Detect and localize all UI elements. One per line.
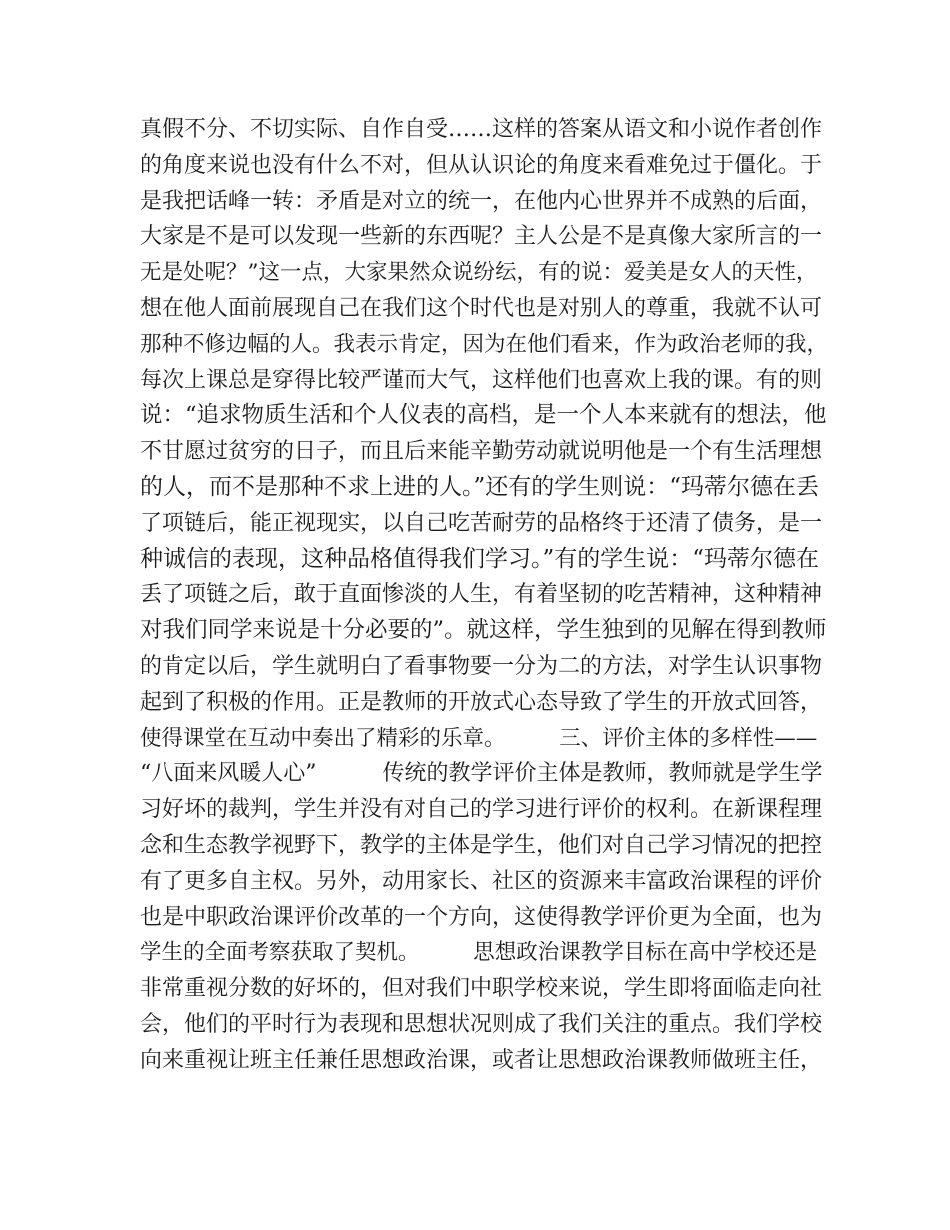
text-line: 的人，而不是那种不求上进的人。”还有的学生则说：“玛蒂尔德在丢 <box>140 473 820 500</box>
text-line: 那种不修边幅的人。我表示肯定，因为在他们看来，作为政治老师的我， <box>140 331 829 357</box>
text-line: “八面来风暖人心” 传统的教学评价主体是教师，教师就是学生学 <box>140 761 823 787</box>
text-line: 丢了项链之后，敢于直面惨淡的人生，有着坚韧的吃苦精神，这种精神 <box>140 582 823 608</box>
text-line: 了项链后，能正视现实，以自己吃苦耐劳的品格终于还清了债务，是一 <box>140 510 823 536</box>
text-line: 习好坏的裁判，学生并没有对自己的学习进行评价的权利。在新课程理 <box>140 797 823 823</box>
text-line: 念和生态教学视野下，教学的主体是学生，他们对自己学习情况的把控 <box>140 832 823 858</box>
text-line: 有了更多自主权。另外，动用家长、社区的资源来丰富政治课程的评价 <box>140 868 823 894</box>
text-line: 学生的全面考察获取了契机。 思想政治课教学目标在高中学校还是 <box>140 940 818 966</box>
text-line: 的角度来说也没有什么不对，但从认识论的角度来看难免过于僵化。于 <box>140 152 823 178</box>
text-line: 对我们同学来说是十分必要的”。就这样，学生独到的见解在得到教师 <box>140 617 827 644</box>
text-line: 说：“追求物质生活和个人仪表的高档，是一个人本来就有的想法，他 <box>140 402 827 429</box>
text-line: 真假不分、不切实际、自作自受……这样的答案从语文和小说作者创作 <box>140 117 823 142</box>
text-line: 的肯定以后，学生就明白了看事物要一分为二的方法，对学生认识事物 <box>140 653 823 679</box>
text-line: 种诚信的表现，这种品格值得我们学习。”有的学生说：“玛蒂尔德在 <box>140 545 820 572</box>
text-line: 无是处呢？”这一点，大家果然众说纷纭，有的说：爱美是女人的天性， <box>140 260 818 286</box>
body-text <box>140 112 830 1079</box>
text-line: 使得课堂在互动中奏出了精彩的乐章。 三、评价主体的多样性—— <box>140 725 818 751</box>
text-line: 向来重视让班主任兼任思想政治课，或者让思想政治课教师做班主任， <box>140 1047 823 1073</box>
text-line: 大家是不是可以发现一些新的东西呢？主人公是不是真像大家所言的一 <box>140 224 823 250</box>
text-line: 起到了积极的作用。正是教师的开放式心态导致了学生的开放式回答， <box>140 689 823 715</box>
text-line: 会，他们的平时行为表现和思想状况则成了我们关注的重点。我们学校 <box>140 1011 823 1037</box>
text-line: 不甘愿过贫穷的日子，而且后来能辛勤劳动就说明他是一个有生活理想 <box>140 439 823 465</box>
text-line: 每次上课总是穿得比较严谨而大气，这样他们也喜欢上我的课。有的则 <box>140 367 823 393</box>
text-line: 非常重视分数的好坏的，但对我们中职学校来说，学生即将面临走向社 <box>140 976 823 1002</box>
text-line: 是我把话峰一转：矛盾是对立的统一，在他内心世界并不成熟的后面， <box>140 188 823 214</box>
text-line: 也是中职政治课评价改革的一个方向，这使得教学评价更为全面，也为 <box>140 904 823 930</box>
text-line: 想在他人面前展现自己在我们这个时代也是对别人的尊重，我就不认可 <box>140 295 823 321</box>
